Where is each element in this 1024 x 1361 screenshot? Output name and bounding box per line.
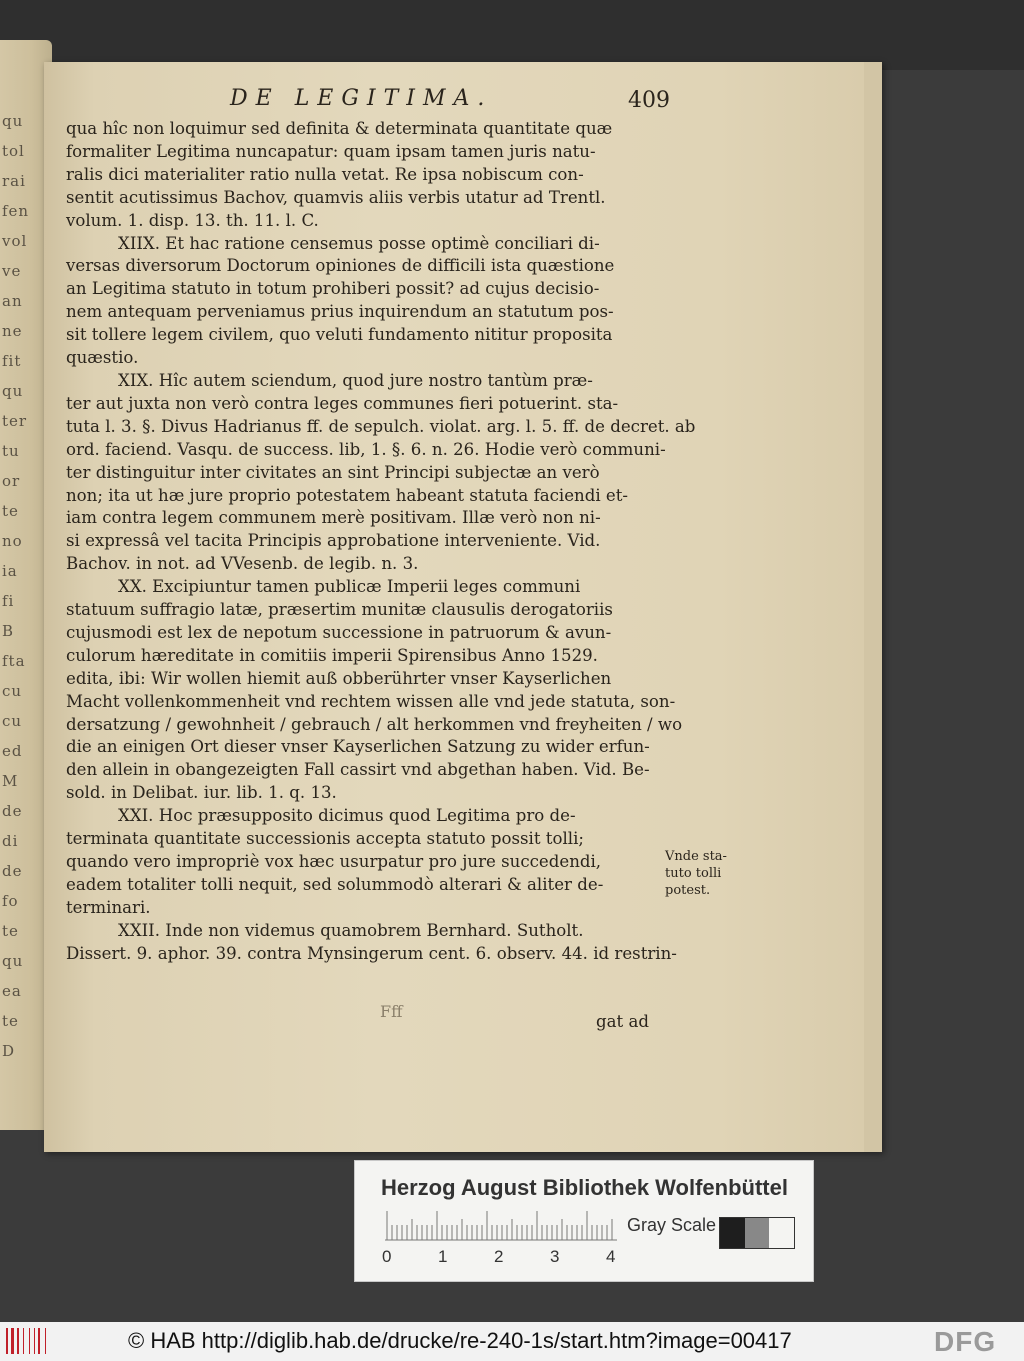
text-line: versas diversorum Doctorum opiniones de difficili ista quæstione (66, 256, 615, 276)
gray-scale-label: Gray Scale (627, 1215, 717, 1235)
previous-page-fragment: rai (2, 172, 26, 190)
gray-swatch (745, 1218, 770, 1248)
previous-page-fragment: or (2, 472, 21, 490)
previous-page-fragment: de (2, 862, 23, 880)
previous-page-fragment: vol (2, 232, 28, 250)
text-line: an Legitima statuto in totum prohiberi possit? ad cujus decisio- (66, 279, 600, 299)
previous-page-fragment: te (2, 1012, 19, 1030)
previous-page-fragment: qu (2, 952, 24, 970)
barcode-bar (6, 1328, 8, 1354)
text-line: edita, ibi: Wir wollen hiemit auß obberührter vnser Kayserlichen (66, 668, 612, 688)
barcode-bar (23, 1328, 24, 1354)
text-line: Dissert. 9. aphor. 39. contra Mynsingerum cent. 6. observ. 44. id restrin- (66, 943, 677, 963)
previous-page-fragment: fit (2, 352, 22, 370)
previous-page-fragment: qu (2, 382, 24, 400)
text-line: si expressâ vel tacita Principis approbatione interveniente. Vid. (66, 531, 601, 551)
margin-note-line: potest. (665, 883, 711, 898)
previous-page-fragment: cu (2, 682, 23, 700)
ruler-tick-label: 1 (438, 1247, 448, 1266)
paragraph (66, 920, 677, 966)
previous-page-fragment: ne (2, 322, 23, 340)
text-line: XIIX. Et hac ratione censemus posse optimè conciliari di- (118, 233, 600, 253)
margin-note-line: Vnde sta- (665, 849, 727, 864)
text-line: iam contra legem communem merè positivam. Illæ verò non ni- (66, 508, 601, 528)
text-line: non; ita ut hæ jure proprio potestatem habeant statuta faciendi et- (66, 485, 629, 505)
previous-page-fragment: no (2, 532, 23, 550)
previous-page-fragment: cu (2, 712, 23, 730)
text-line: culorum hæreditate in comitiis imperii Spirensibus Anno 1529. (66, 645, 598, 665)
text-line: Macht vollenkommenheit vnd rechtem wissen alle vnd jede statuta, son- (66, 691, 676, 711)
barcode-bar (17, 1328, 19, 1354)
color-scale-card (354, 1160, 814, 1282)
gray-swatch (720, 1218, 745, 1248)
previous-page-fragment: fo (2, 892, 19, 910)
previous-page-fragment: te (2, 922, 19, 940)
ruler-tick-label: 4 (606, 1247, 616, 1266)
ruler-tick-label: 0 (382, 1247, 392, 1266)
previous-page-fragment: fen (2, 202, 30, 220)
previous-page-fragment: tu (2, 442, 20, 460)
barcode-bar (38, 1328, 40, 1354)
barcode-bar (29, 1328, 30, 1354)
paragraph (66, 370, 696, 576)
text-line: tuta l. 3. §. Divus Hadrianus ff. de sepulch. violat. arg. l. 5. ff. de decret. ab (66, 416, 696, 436)
paragraph (66, 233, 666, 370)
previous-page-fragment: ea (2, 982, 22, 1000)
previous-page-fragment: M (2, 772, 19, 790)
paragraph (66, 805, 666, 920)
previous-page-fragment: qu (2, 112, 24, 130)
previous-page-fragment: ter (2, 412, 28, 430)
ruler-tick-label: 2 (494, 1247, 504, 1266)
text-line: XX. Excipiuntur tamen publicæ Imperii leges communi (118, 577, 581, 597)
margin-note-line: tuto tolli (665, 866, 722, 881)
previous-page-fragment: fta (2, 652, 26, 670)
text-line: sentit acutissimus Bachov, quamvis aliis verbis utatur ad Trentl. (66, 187, 606, 207)
text-line: sold. in Delibat. iur. lib. 1. q. 13. (66, 783, 337, 803)
previous-page-fragment: B (2, 622, 15, 640)
barcode-bar (34, 1328, 35, 1354)
text-line: ralis dici materialiter ratio nulla vetat. Re ipsa nobiscum con- (66, 164, 584, 184)
barcode-bar (45, 1328, 46, 1354)
catchword: gat ad (596, 1012, 649, 1031)
text-line: XXII. Inde non videmus quamobrem Bernhard. Sutholt. (118, 920, 584, 940)
text-line: terminata quantitate successionis accepta statuto possit tolli; (66, 829, 584, 849)
text-line: nem antequam perveniamus prius inquirendum an statutum pos- (66, 302, 614, 322)
text-line: sit tollere legem civilem, quo veluti fundamento nititur proposita (66, 325, 613, 345)
scanner-background (0, 0, 1024, 70)
text-line: den allein in obangezeigten Fall cassirt vnd abgethan haben. Vid. Be- (66, 760, 650, 780)
page-edge (864, 62, 882, 1152)
previous-page-fragment: fi (2, 592, 15, 610)
gray-scale-swatches (719, 1217, 795, 1249)
dfg-logo: DFG (934, 1326, 997, 1357)
previous-page-fragment: ia (2, 562, 18, 580)
footer-bar (0, 1322, 1024, 1361)
text-line: XIX. Hîc autem sciendum, quod jure nostro tantùm præ- (118, 370, 593, 390)
text-line: volum. 1. disp. 13. th. 11. l. C. (66, 210, 319, 230)
text-line: qua hîc non loquimur sed definita & determinata quantitate quæ (66, 119, 613, 138)
text-line: die an einigen Ort dieser vnser Kayserlichen Satzung zu wider erfun- (66, 737, 650, 757)
previous-page-fragment: an (2, 292, 23, 310)
text-line: quando vero impropriè vox hæc usurpatur pro jure succedendi, (66, 852, 602, 871)
page-number: 409 (628, 88, 670, 113)
previous-page-fragment: di (2, 832, 19, 850)
previous-page-fragment: de (2, 802, 23, 820)
barcode-icon (6, 1328, 46, 1354)
text-line: ter distinguitur inter civitates an sint Principi subjectæ an verò (66, 462, 600, 482)
text-line: formaliter Legitima nuncapatur: quam ipsam tamen juris natu- (66, 141, 596, 161)
text-line: statuum suffragio latæ, præsertim munitæ clausulis derogatoriis (66, 600, 613, 620)
text-line: quæstio. (66, 348, 139, 368)
gray-swatch (769, 1218, 794, 1248)
text-line: terminari. (66, 897, 151, 917)
previous-page-fragment: tol (2, 142, 25, 160)
card-title: Herzog August Bibliothek Wolfenbüttel (381, 1175, 788, 1200)
text-line: eadem totaliter tolli nequit, sed solummodò alterari & aliter de- (66, 874, 604, 894)
text-line: ord. faciend. Vasqu. de success. lib, 1. §. 6. n. 26. Hodie verò communi- (66, 439, 666, 459)
ruler-tick-label: 3 (550, 1247, 560, 1266)
previous-page-fragment: te (2, 502, 19, 520)
text-line: dersatzung / gewohnheit / gebrauch / alt herkommen vnd freyheiten / wo (66, 714, 683, 734)
text-line: cujusmodi est lex de nepotum successione in patruorum & avun- (66, 622, 612, 642)
running-head: DE LEGITIMA. (230, 86, 493, 111)
centimeter-ruler (385, 1211, 617, 1241)
previous-page-fragment: ve (2, 262, 22, 280)
signature-mark: Fff (380, 1002, 403, 1021)
margin-note (665, 848, 745, 899)
barcode-bar (11, 1328, 14, 1354)
text-line: ter aut juxta non verò contra leges communes fieri potuerint. sta- (66, 393, 619, 413)
text-line: XXI. Hoc præsupposito dicimus quod Legitima pro de- (118, 806, 576, 826)
text-line: Bachov. in not. ad VVesenb. de legib. n. 3. (66, 554, 419, 574)
previous-page-fragment: ed (2, 742, 23, 760)
previous-page-fragment: D (2, 1042, 16, 1060)
copyright-link[interactable]: © HAB http://diglib.hab.de/drucke/re-240-1s/start.htm?image=00417 (128, 1328, 792, 1353)
paragraph (66, 576, 683, 805)
